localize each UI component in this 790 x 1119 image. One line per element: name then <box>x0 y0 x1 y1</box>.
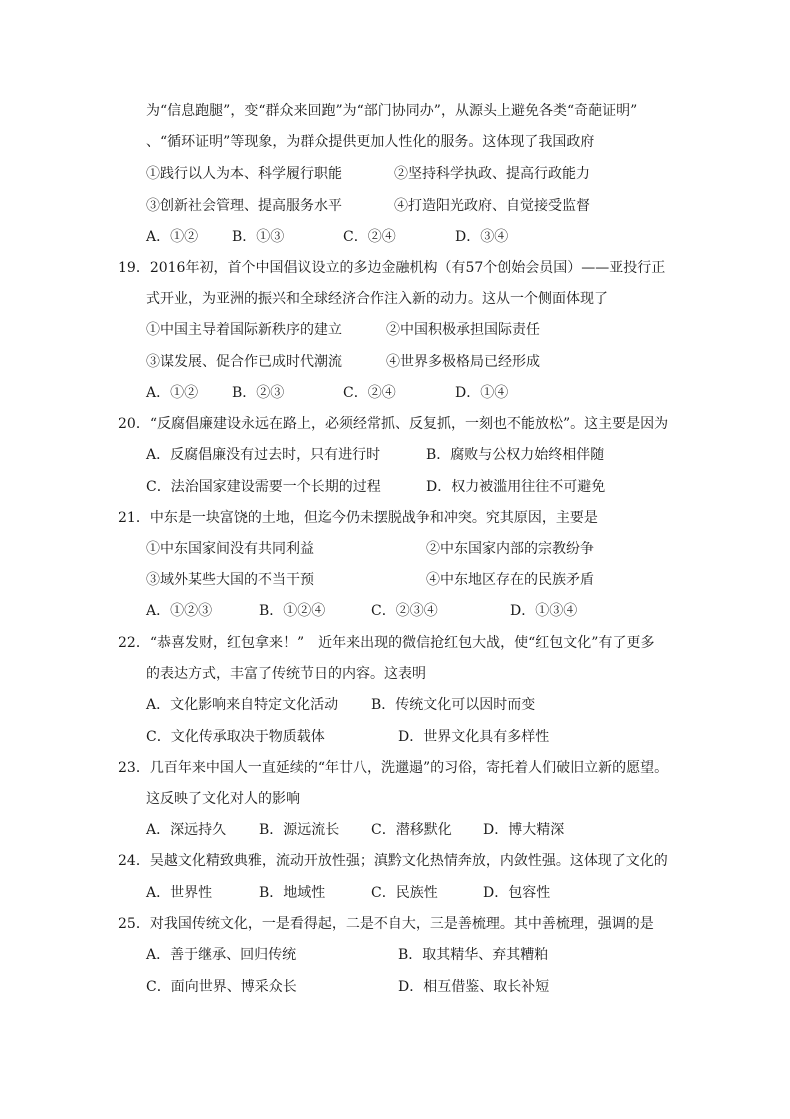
statement-2: ②坚持科学执政、提高行政能力 <box>394 166 590 182</box>
option-c: C．②④ <box>343 385 396 401</box>
statement-4: ④世界多极格局已经形成 <box>386 354 540 370</box>
statement-4: ④中东地区存在的民族矛盾 <box>426 572 594 588</box>
option-a: A．深远持久 <box>146 822 227 838</box>
question-22-text-line-2: 的表达方式，丰富了传统节日的内容。这表明 <box>146 666 426 682</box>
option-a: A．世界性 <box>146 885 213 901</box>
statement-3: ③谋发展、促合作已成时代潮流 <box>146 354 342 370</box>
question-19-text-line-1: 19．2016年初，首个中国倡议设立的多边金融机构（有57个创始会员国）——亚投行正 <box>118 260 666 276</box>
statement-4: ④打造阳光政府、自觉接受监督 <box>394 198 590 214</box>
question-23-text-line-1: 23．几百年来中国人一直延续的“年廿八，洗邋遢”的习俗，寄托着人们破旧立新的愿望。 <box>118 760 669 776</box>
option-a: A．文化影响来自特定文化活动 <box>146 697 339 713</box>
option-b: B．地域性 <box>259 885 326 901</box>
option-b: B．取其精华、弃其糟粕 <box>398 947 549 963</box>
option-b: B．②③ <box>232 385 285 401</box>
question-18-text-line-2: 、“循环证明”等现象，为群众提供更加人性化的服务。这体现了我国政府 <box>146 134 595 150</box>
statement-2: ②中国积极承担国际责任 <box>386 322 540 338</box>
option-d: D．权力被滥用往往不可避免 <box>426 479 606 495</box>
statement-1: ①践行以人为本、科学履行职能 <box>146 166 342 182</box>
option-a: A．①② <box>146 229 199 245</box>
question-21-text-line-1: 21．中东是一块富饶的土地，但迄今仍未摆脱战争和冲突。究其原因，主要是 <box>118 510 598 526</box>
statement-1: ①中国主导着国际新秩序的建立 <box>146 322 342 338</box>
question-18-text-line-1: 为“信息跑腿”，变“群众来回跑”为“部门协同办”，从源头上避免各类“奇葩证明” <box>146 103 638 119</box>
option-b: B．①②④ <box>259 603 326 619</box>
question-25-text-line-1: 25．对我国传统文化，一是看得起，二是不自大，三是善梳理。其中善梳理，强调的是 <box>118 916 654 932</box>
option-d: D．①④ <box>455 385 509 401</box>
option-d: D．世界文化具有多样性 <box>398 729 550 745</box>
option-a: A．反腐倡廉没有过去时，只有进行时 <box>146 447 381 463</box>
option-b: B．腐败与公权力始终相伴随 <box>426 447 605 463</box>
question-24-text-line-1: 24．吴越文化精致典雅，流动开放性强；滇黔文化热情奔放，内敛性强。这体现了文化的 <box>118 853 668 869</box>
question-23-text-line-2: 这反映了文化对人的影响 <box>146 791 300 807</box>
option-b: B．源远流长 <box>259 822 340 838</box>
statement-3: ③域外某些大国的不当干预 <box>146 572 314 588</box>
option-a: A．善于继承、回归传统 <box>146 947 297 963</box>
option-d: D．相互借鉴、取长补短 <box>398 979 550 995</box>
option-a: A．①②③ <box>146 603 213 619</box>
option-c: C．潜移默化 <box>371 822 452 838</box>
statement-1: ①中东国家间没有共同利益 <box>146 541 314 557</box>
option-c: C．面向世界、博采众长 <box>146 979 297 995</box>
option-a: A．①② <box>146 385 199 401</box>
option-c: C．文化传承取决于物质载体 <box>146 729 325 745</box>
question-22-text-line-1: 22．“恭喜发财，红包拿来！” 近年来出现的微信抢红包大战，使“红包文化”有了更多 <box>118 635 655 651</box>
option-d: D．③④ <box>455 229 509 245</box>
statement-2: ②中东国家内部的宗教纷争 <box>426 541 594 557</box>
statement-3: ③创新社会管理、提高服务水平 <box>146 198 342 214</box>
option-d: D．包容性 <box>483 885 551 901</box>
question-20-text-line-1: 20．“反腐倡廉建设永远在路上，必须经常抓、反复抓，一刻也不能放松”。这主要是因为 <box>118 416 669 432</box>
option-b: B．①③ <box>232 229 285 245</box>
question-19-text-line-2: 式开业，为亚洲的振兴和全球经济合作注入新的动力。这从一个侧面体现了 <box>146 291 608 307</box>
option-c: C．②③④ <box>371 603 438 619</box>
option-d: D．①③④ <box>510 603 578 619</box>
option-d: D．博大精深 <box>483 822 565 838</box>
option-c: C．法治国家建设需要一个长期的过程 <box>146 479 381 495</box>
option-c: C．②④ <box>343 229 396 245</box>
option-b: B．传统文化可以因时而变 <box>371 697 536 713</box>
option-c: C．民族性 <box>371 885 438 901</box>
